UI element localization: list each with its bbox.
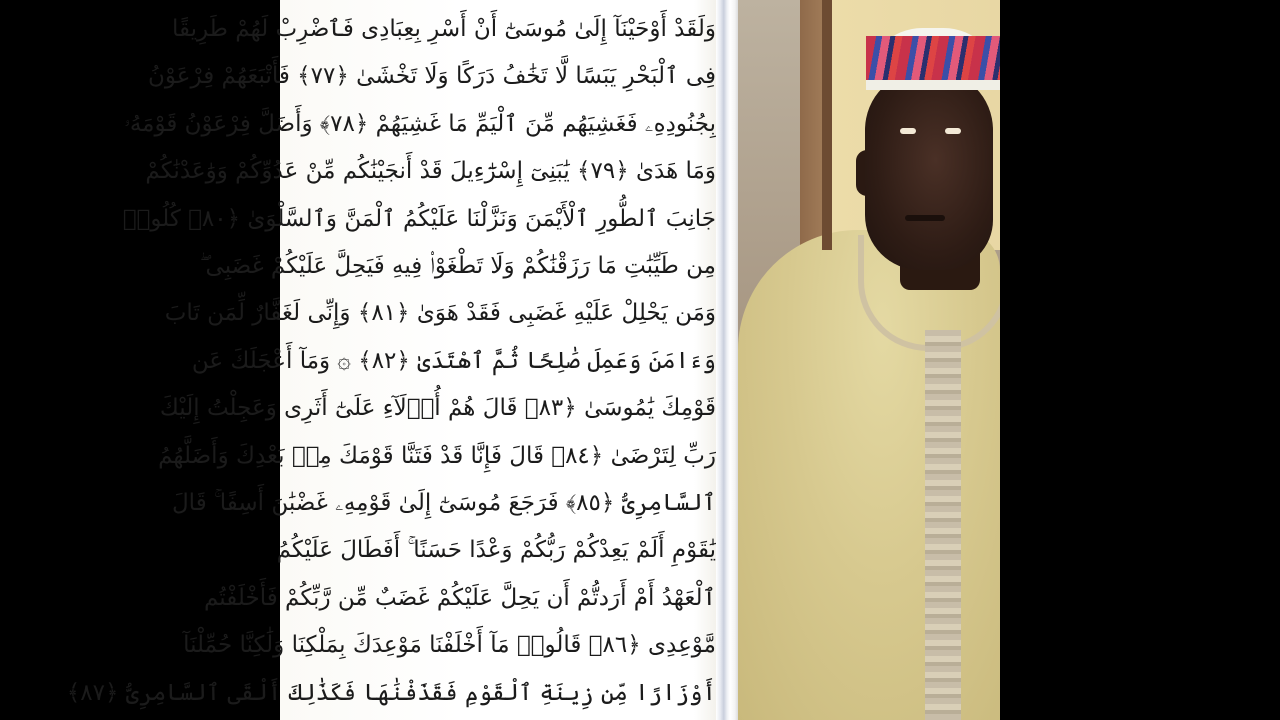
verse-line: وَلَقَدْ أَوْحَيْنَآ إِلَىٰ مُوسَىٰٓ أَنْ أَسْرِ بِعِبَادِى فَٱضْرِبْ لَهُمْ طَرِيقًا [171, 16, 716, 42]
verse-line: بِجُنُودِهِۦ فَغَشِيَهُم مِّنَ ٱلْيَمِّ مَا غَشِيَهُمْ ﴿٧٨﴾ وَأَضَلَّ فِرْعَوْنُ قَوْمَهُۥ [124, 110, 716, 137]
photo-cap-rim [866, 80, 1000, 90]
photo-eye-right [945, 128, 961, 134]
photo-robe-embroidery [925, 330, 961, 720]
verse-line: ٱلْعَهْدُ أَمْ أَرَدتُّمْ أَن يَحِلَّ عَلَيْكُمْ غَضَبٌ مِّن رَّبِّكُمْ فَأَخْلَفْتُم [204, 584, 716, 611]
verse-line: وَمَا هَدَىٰ ﴿٧٩﴾ يَٰبَنِىٓ إِسْرَٰٓءِيلَ قَدْ أَنجَيْنَٰكُم مِّنْ عَدُوِّكُمْ وَوَٰعَدْنَٰكُمْ [145, 158, 716, 185]
verse-line: أَوْزَارًا مِّن زِينَةِ ٱلْقَوْمِ فَقَذَفْنَٰهَا فَكَذَٰلِكَ أَلْقَى ٱلسَّامِرِىُّ ﴿٨٧﴾ [66, 679, 716, 706]
photo-door-frame [822, 0, 832, 250]
verse-line: ٱلسَّامِرِىُّ ﴿٨٥﴾ فَرَجَعَ مُوسَىٰٓ إِلَىٰ قَوْمِهِۦ غَضْبَٰنَ أَسِفًا ۚ قَالَ [171, 490, 716, 516]
quran-text-block [66, 0, 730, 720]
verse-line: جَانِبَ ٱلطُّورِ ٱلْأَيْمَنَ وَنَزَّلْنَا عَلَيْكُمُ ٱلْمَنَّ وَٱلسَّلْوَىٰ ﴿٨٠﴾ كُلُوا۟ [122, 205, 716, 232]
verse-line: قَوْمِكَ يَٰمُوسَىٰ ﴿٨٣﴾ قَالَ هُمْ أُو۟لَآءِ عَلَىٰٓ أَثَرِى وَعَجِلْتُ إِلَيْكَ [159, 395, 716, 422]
verse-line: وَمَن يَحْلِلْ عَلَيْهِ غَضَبِى فَقَدْ هَوَىٰ ﴿٨١﴾ وَإِنِّى لَغَفَّارٌ لِّمَن تَابَ [164, 300, 716, 327]
verse-line: يَٰقَوْمِ أَلَمْ يَعِدْكُمْ رَبُّكُمْ وَعْدًا حَسَنًا ۚ أَفَطَالَ عَلَيْكُمُ [276, 537, 716, 564]
verse-line: رَبِّ لِتَرْضَىٰ ﴿٨٤﴾ قَالَ فَإِنَّا قَدْ فَتَنَّا قَوْمَكَ مِنۢ بَعْدِكَ وَأَضَلَّهُمُ [158, 442, 716, 469]
photo-eye-left [900, 128, 916, 134]
photo-kufi-cap [866, 28, 1000, 90]
verse-line: وَءَامَنَ وَعَمِلَ صَٰلِحًا ثُمَّ ٱهْتَدَىٰ ﴿٨٢﴾ ۞ وَمَآ أَعْجَلَكَ عَن [191, 347, 716, 374]
panel-divider [730, 0, 738, 720]
photo-cap-pattern [866, 36, 1000, 82]
verse-line: مِن طَيِّبَٰتِ مَا رَزَقْنَٰكُمْ وَلَا تَطْغَوْا۟ فِيهِ فَيَحِلَّ عَلَيْكُمْ غَضَبِى ۖ [199, 253, 716, 279]
verse-line: فِى ٱلْبَحْرِ يَبَسًا لَّا تَخَٰفُ دَرَكًا وَلَا تَخْشَىٰ ﴿٧٧﴾ فَأَتْبَعَهُمْ فِرْعَوْنُ [148, 63, 716, 90]
verse-line: مَّوْعِدِى ﴿٨٦﴾ قَالُوا۟ مَآ أَخْلَفْنَا مَوْعِدَكَ بِمَلْكِنَا وَلَٰكِنَّا حُمِّلْنَآ [183, 632, 716, 659]
photo-face [865, 70, 993, 270]
letterbox-right [1000, 0, 1280, 720]
photo-mouth [905, 215, 945, 221]
page-border-ornament [716, 0, 730, 720]
quran-page [66, 0, 730, 720]
